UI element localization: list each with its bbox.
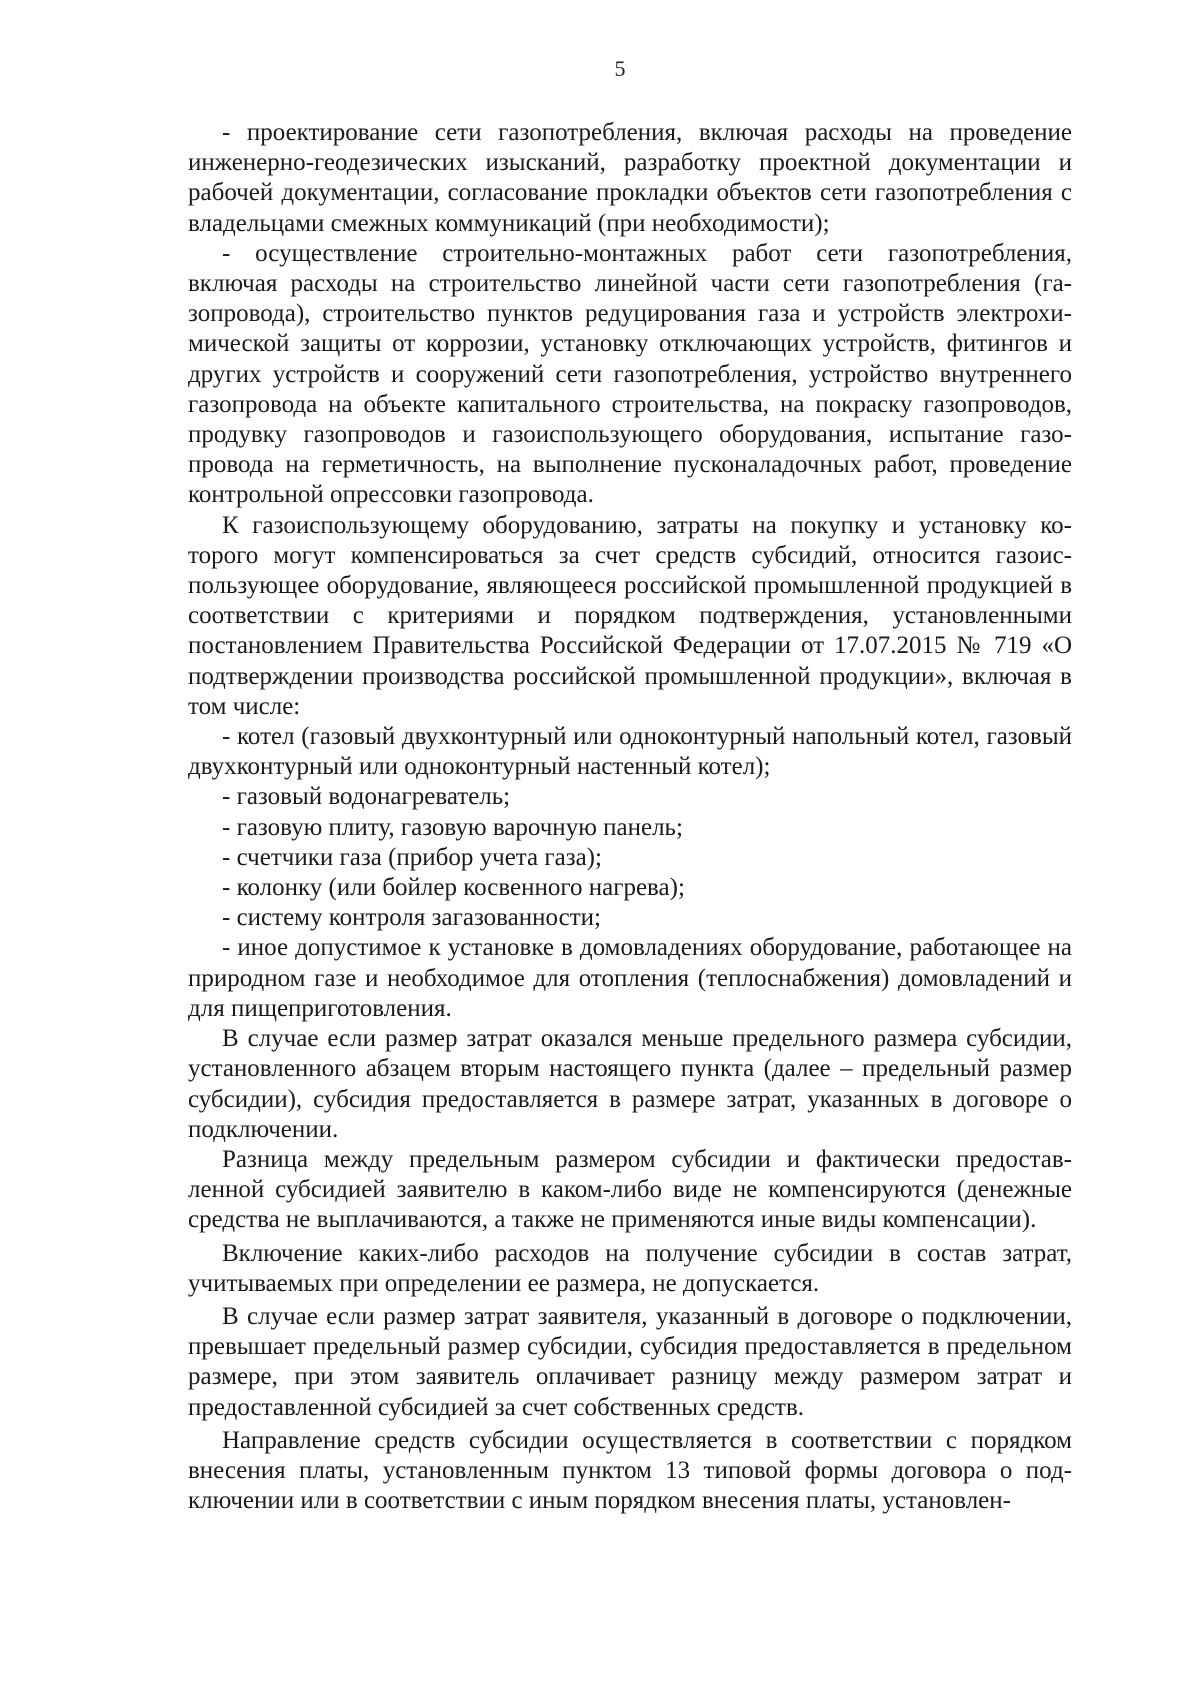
paragraph-costs-less: В случае если размер затрат оказался меньше предельного размера субсидии, установленного абзацем вторым настоящего пункта (далее – предельный размер субсидии), субсидия предоставляется в размере затрат, указанных в договоре о подключении. [188, 1025, 1072, 1143]
document-body [188, 118, 1072, 1516]
paragraph-design: - проектирование сети газопотребления, включая расходы на проведение инженерно-геодезических изысканий, разработку проектной документации и рабочей документации, согласование прокладки объектов сети газопотребления с владельцами смежных коммуникаций (при необходимости); [188, 119, 1072, 237]
paragraph-equipment-intro: К газоиспользующему оборудованию, затраты на покупку и установку которого могут компенсироваться за счет средств субсидий, относится газоиспользующее оборудование, являющееся российской промышленной продукцией в соответствии с критериями и порядком подтверждения, установленными постановлением Правительства Российской Федерации от 17.07.2015 № 719 «О подтверждении производства российской промышленной продукции», включая в том числе: [188, 511, 1072, 720]
list-item-gas-control: - систему контроля загазованности; [222, 904, 601, 932]
paragraph-difference: Разница между предельным размером субсидии и фактически предоставленной субсидией заявителю в каком-либо виде не компенсируются (денежные средства не выплачиваются, а также не применяются иные виды компенсации). [188, 1145, 1072, 1234]
list-item-gas-meter: - счетчики газа (прибор учета газа); [222, 843, 602, 871]
list-item-gas-stove: - газовую плиту, газовую варочную панель; [222, 813, 683, 841]
page-number: 5 [614, 56, 626, 81]
list-item-water-heater: - газовый водонагреватель; [222, 783, 511, 811]
list-item-boiler: - котел (газовый двухконтурный или одноконтурный напольный котел, газовый двухконтурный или одноконтурный настенный котел); [188, 723, 1072, 781]
paragraph-inclusion: Включение каких-либо расходов на получение субсидии в состав затрат, учитываемых при определении ее размера, не допускается. [188, 1239, 1072, 1297]
paragraph-costs-exceed: В случае если размер затрат заявителя, указанный в договоре о подключении, превышает предельный размер субсидии, субсидия предоставляется в предельном размере, при этом заявитель оплачивает разницу между размером затрат и предоставленной субсидией за счет собственных средств. [188, 1302, 1072, 1421]
paragraph-construction: - осуществление строительно-монтажных работ сети газопотребления, включая расходы на строительство линейной части сети газопотребления (газопровода), строительство пунктов редуцирования газа и устройств электрохимической защиты от коррозии, установку отключающих устройств, фитингов и других устройств и сооружений сети газопотребления, устройство внутреннего газопровода на объекте капитального строительства, на покраску газопроводов, продувку газопроводов и газоиспользующего оборудования, испытание газопровода на герметичность, на выполнение пусконаладочных работ, проведение контрольной опрессовки газопровода. [188, 239, 1072, 509]
list-item-other-equipment: - иное допустимое к установке в домовладениях оборудование, работающее на природном газе и необходимое для отопления (теплоснабжения) домовладений и для пищеприготовления. [188, 934, 1072, 1022]
paragraph-payment-direction: Направление средств субсидии осуществляется в соответствии с порядком внесения платы, установленным пунктом 13 типовой формы договора о подключении или в соответствии с иным порядком внесения платы, установлен- [188, 1426, 1072, 1515]
list-item-column: - колонку (или бойлер косвенного нагрева); [222, 874, 685, 902]
